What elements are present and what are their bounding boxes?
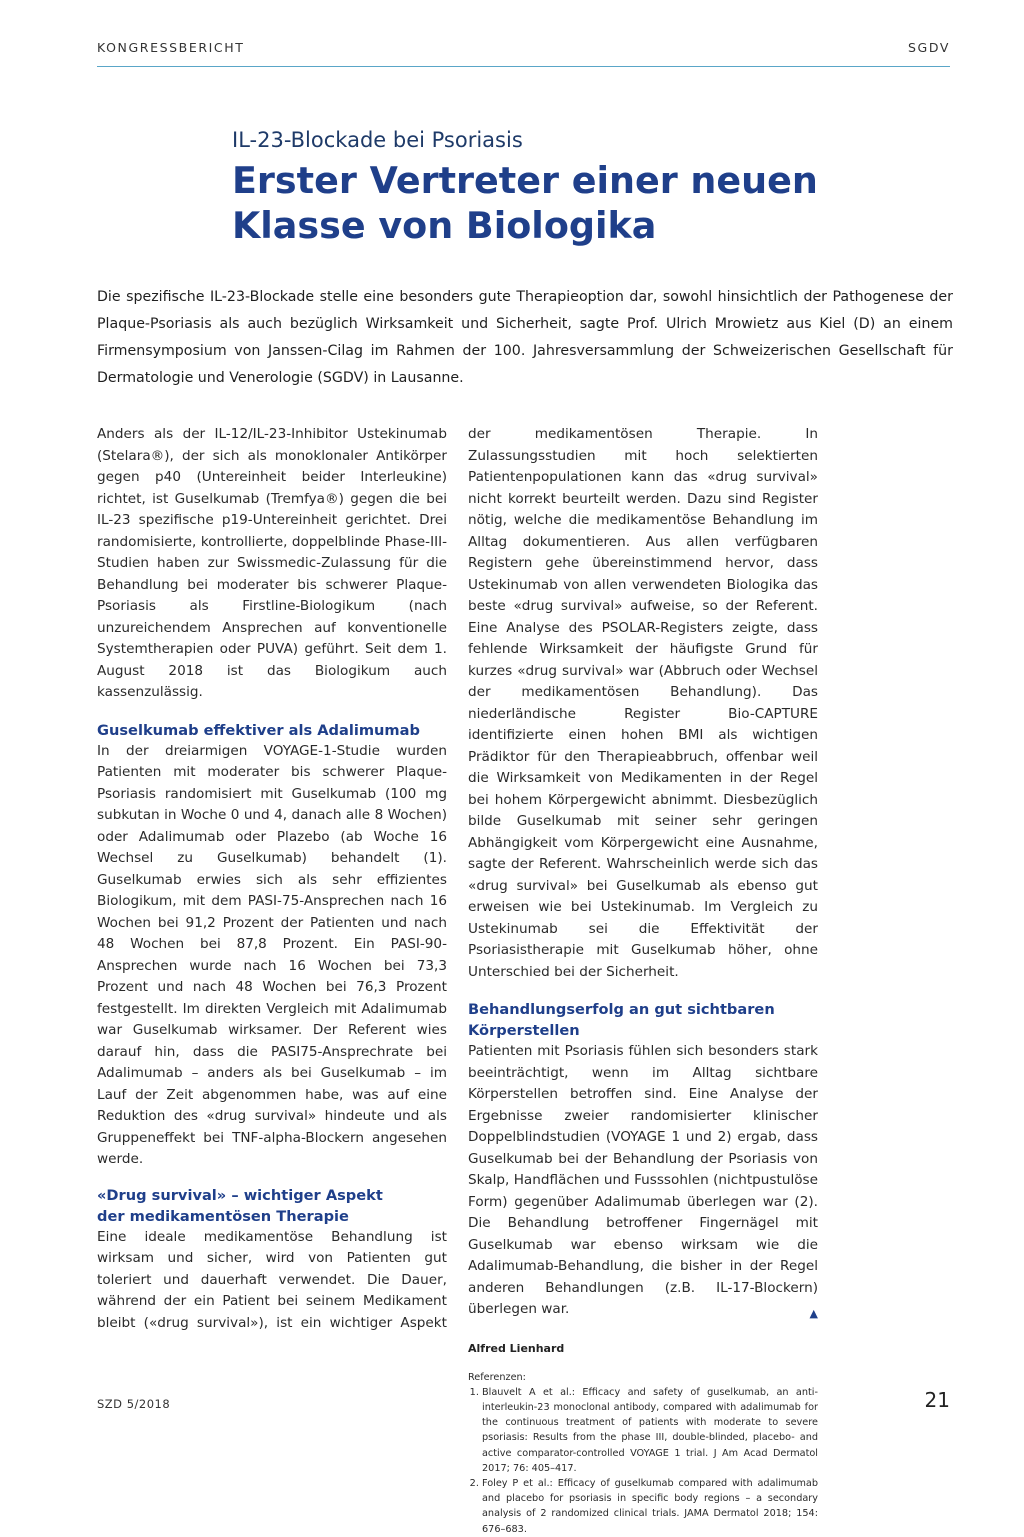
page-header <box>97 40 950 67</box>
article-title: Erster Vertreter einer neuen Klasse von Biologika <box>232 159 818 247</box>
body-paragraph <box>468 1041 818 1321</box>
page-number: 21 <box>924 1388 950 1412</box>
paragraph-text: Patienten mit Psoriasis fühlen sich besonders stark beeinträchtigt, wenn im Alltag sichtbare Körperstellen betroffen sind. Eine Analyse der Ergebnisse zweier randomisierter klinischer Doppelblindstudien (VOYAGE 1 und 2) ergab, dass Guselkumab bei der Behandlung der Psoriasis von Skalp, Handflächen und Fusssohlen (nichtpustulöse Form) gegenüber Adalimumab überlegen war (2). Die Behandlung betroffener Fingernägel mit Guselkumab war ebenso wirksam wie die Adalimumab-Behandlung, die bisher in der Regel anderen Behandlungen (z.B. IL-17-Blockern) überlegen war. <box>468 1043 818 1317</box>
section-heading-body-regions: Behandlungserfolg an gut sichtbaren Körperstellen <box>468 1001 775 1039</box>
section-heading-guselkumab: Guselkumab effektiver als Adalimumab <box>97 721 420 739</box>
reference-item: 1. Blauvelt A et al.: Efficacy and safety of guselkumab, an anti-interleukin-23 monoclonal antibody, compared with adalimumab for the continuous treatment of patients with moderate to severe psoriasis: Results from the phase III, double-blinded, placebo- and active comparator-controlled VOYAGE 1 trial. J Am Acad Dermatol 2017; 76: 405–417. <box>482 1385 818 1476</box>
reference-item: 2. Foley P et al.: Efficacy of guselkumab compared with adalimumab and placebo for psoriasis in specific body regions – a secondary analysis of 2 randomized clinical trials. JAMA Dermatol 2018; 154: 676–683. <box>482 1476 818 1537</box>
references-label: Referenzen: <box>468 1371 526 1383</box>
section-label: KONGRESSBERICHT <box>97 40 245 55</box>
author-name: Alfred Lienhard <box>468 1341 565 1355</box>
column-right <box>468 424 818 1537</box>
section-heading-drug-survival <box>97 1185 447 1227</box>
body-paragraph: Eine ideale medikamentöse Behandlung ist wirksam und sicher, wird von Patienten gut toleriert und dauerhaft verwendet. Die Dauer, während der ein Patient bei seinem Medikament bleibt («drug survival»), ist ein wichtiger Aspekt <box>97 1228 447 1331</box>
heading-line: «Drug survival» – wichtiger Aspekt <box>97 1186 383 1204</box>
society-label: SGDV <box>908 40 950 55</box>
article-lead: Die spezifische IL-23-Blockade stelle eine besonders gute Therapieoption dar, sowohl hinsichtlich der Pathogenese der Plaque-Psoriasis als auch bezüglich Wirksamkeit und Sicherheit, sagte Prof. Ulrich Mrowietz aus Kiel (D) an einem Firmensymposium von Janssen-Cilag im Rahmen der 100. Jahresversammlung der Schweizerischen Gesellschaft für Dermatologie und Venerologie (SGDV) in Lausanne. <box>97 289 953 386</box>
footer-issue: SZD 5/2018 <box>97 1397 171 1411</box>
body-paragraph: In der dreiarmigen VOYAGE-1-Studie wurden Patienten mit moderater bis schwerer Plaque-Psoriasis randomisiert mit Guselkumab (100 mg subkutan in Woche 0 und 4, danach alle 8 Wochen) oder Adalimumab oder Plazebo (ab Woche 16 Wechsel zu Guselkumab) behandelt (1). Guselkumab erwies sich als sehr effizientes Biologikum, mit dem PASI-75-Ansprechen nach 16 Wochen bei 91,2 Prozent der Patienten und nach 48 Wochen bei 87,8 Prozent. Ein PASI-90-Ansprechen wurde nach 16 Wochen bei 73,3 Prozent und nach 48 Wochen bei 76,3 Prozent festgestellt. Im direkten Vergleich mit Adalimumab war Guselkumab wirksamer. Der Referent wies darauf hin, dass die PASI75-Ansprechrate bei Adalimumab – anders als bei Guselkumab – im Lauf der Zeit abgenommen habe, was auf eine Reduktion des «drug survival» hindeute und als Gruppeneffekt bei TNF-alpha-Blockern angesehen werde. <box>97 742 447 1167</box>
references-list <box>468 1385 818 1537</box>
end-of-article-icon: ▲ <box>809 1307 818 1320</box>
article-kicker: IL-23-Blockade bei Psoriasis <box>232 128 523 152</box>
body-paragraph: Anders als der IL-12/IL-23-Inhibitor Ustekinumab (Stelara®), der sich als monoklonaler Antikörper gegen p40 (Untereinheit beider Interleukine) richtet, ist Guselkumab (Tremfya®) gegen die bei IL-23 spezifische p19-Untereinheit gerichtet. Drei randomisierte, kontrollierte, doppelblinde Phase-III-Studien haben zur Swissmedic-Zulassung für die Behandlung bei moderater bis schwerer Plaque-Psoriasis als Firstline-Biologikum (nach unzureichendem Ansprechen auf konventionelle Systemtherapien oder PUVA) geführt. Seit dem 1. August 2018 ist das Biologikum auch kassenzulässig. <box>97 426 447 700</box>
column-left <box>97 424 447 1334</box>
references <box>468 1370 818 1537</box>
body-paragraph-continued: der medikamentösen Therapie. In Zulassungsstudien mit hoch selektierten Patientenpopulationen kann das «drug survival» nicht korrekt beurteilt werden. Dazu sind Register nötig, welche die medikamentöse Behandlung im Alltag dokumentieren. Aus allen verfügbaren Registern gehe übereinstimmend hervor, dass Ustekinumab von allen verwendeten Biologika das beste «drug survival» aufweise, so der Referent. Eine Analyse des PSOLAR-Registers zeigte, dass fehlende Wirksamkeit der häufigste Grund für kurzes «drug survival» war (Abbruch oder Wechsel der medikamentösen Behandlung). Das niederländische Register Bio-CAPTURE identifizierte einen hohen BMI als wichtigen Prädiktor für den Therapieabbruch, offenbar weil die Wirksamkeit von Medikamenten in der Regel bei hohem Körpergewicht abnimmt. Diesbezüglich bilde Guselkumab mit seiner sehr geringen Abhängigkeit vom Körpergewicht eine Ausnahme, sagte der Referent. Wahrscheinlich werde sich das «drug survival» bei Guselkumab als ebenso gut erweisen wie bei Ustekinumab. Im Vergleich zu Ustekinumab sei die Effektivität der Psoriasistherapie mit Guselkumab höher, ohne Unterschied bei der Sicherheit. <box>468 426 818 980</box>
heading-line: der medikamentösen Therapie <box>97 1207 349 1225</box>
